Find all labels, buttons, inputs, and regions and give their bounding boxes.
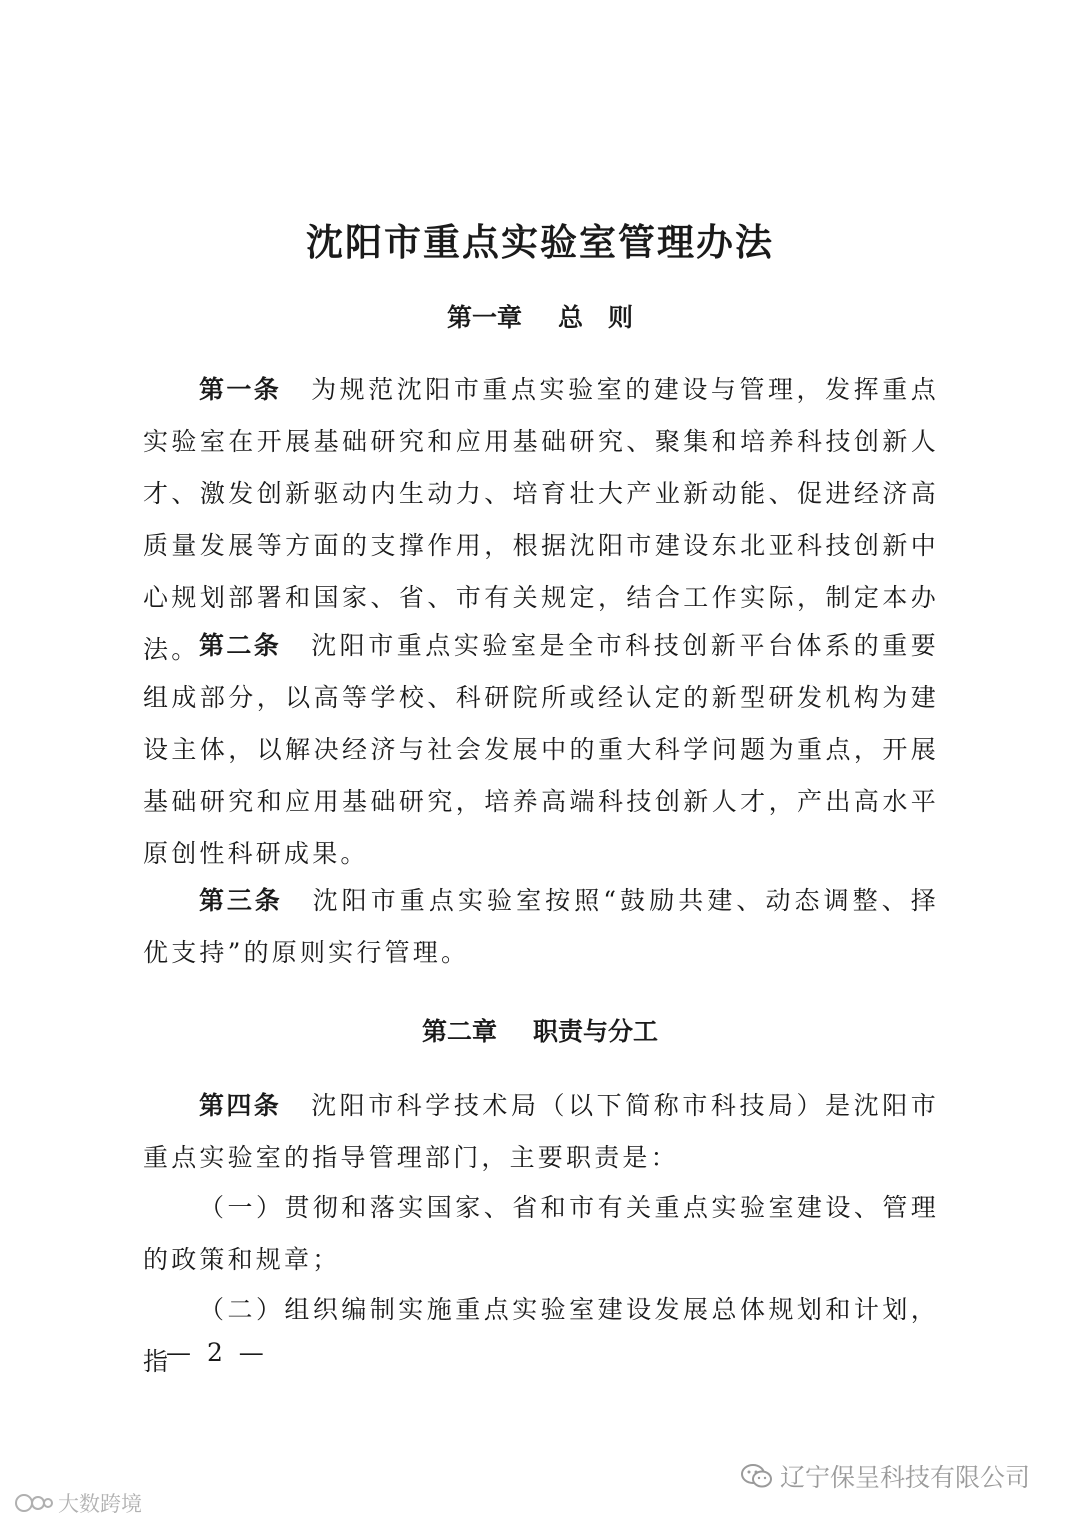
watermark-left-text: 大数跨境 (58, 1492, 142, 1516)
article-text: 为规范沈阳市重点实验室的建设与管理，发挥重点实验室在开展基础研究和应用基础研究、聚集和培养科技创新人才、激发创新驱动内生动力、培育壮大产业新动能、促进经济高质量发展等方面的支撑作用，根据沈阳市建设东北亚科技创新中心规划部署和国家、省、市有关规定，结合工作实际，制定本办法。 (143, 375, 939, 664)
article-label: 第二条 (199, 631, 282, 660)
article-3 (143, 875, 939, 979)
watermark-right-text: 辽宁保呈科技有限公司 (780, 1463, 1031, 1492)
brand-logo-icon (14, 1492, 54, 1514)
article-2 (143, 620, 939, 880)
chapter-number: 第二章 (421, 1017, 497, 1046)
article-text: 沈阳市重点实验室是全市科技创新平台体系的重要组成部分，以高等学校、科研院所或经认定的新型研发机构为建设主体，以解决经济与社会发展中的重大科学问题为重点，开展基础研究和应用基础研究，培养高端科技创新人才，产出高水平原创性科研成果。 (143, 631, 939, 868)
article-4 (143, 1080, 939, 1184)
watermark-left (14, 1488, 142, 1518)
chapter-name: 职责与分工 (533, 1017, 659, 1046)
list-item: （一）贯彻和落实国家、省和市有关重点实验室建设、管理的政策和规章； (143, 1193, 939, 1274)
chapter-name: 总 则 (558, 303, 634, 332)
watermark-right (740, 1458, 1030, 1494)
article-text: 沈阳市科学技术局（以下简称市科技局）是沈阳市重点实验室的指导管理部门，主要职责是： (143, 1091, 939, 1172)
chapter-number: 第一章 (446, 303, 522, 332)
page-number: — 2 — (166, 1338, 268, 1367)
chapter-heading-1 (0, 298, 1080, 334)
wechat-icon (740, 1462, 774, 1490)
article-label: 第四条 (199, 1091, 282, 1120)
chapter-heading-2 (0, 1012, 1080, 1048)
list-item: （二）组织编制实施重点实验室建设发展总体规划和计划，指 (143, 1295, 939, 1376)
article-label: 第一条 (199, 375, 282, 404)
article-text: 沈阳市重点实验室按照“鼓励共建、动态调整、择优支持”的原则实行管理。 (143, 886, 939, 967)
article-label: 第三条 (199, 886, 283, 915)
document-title: 沈阳市重点实验室管理办法 (306, 220, 774, 264)
